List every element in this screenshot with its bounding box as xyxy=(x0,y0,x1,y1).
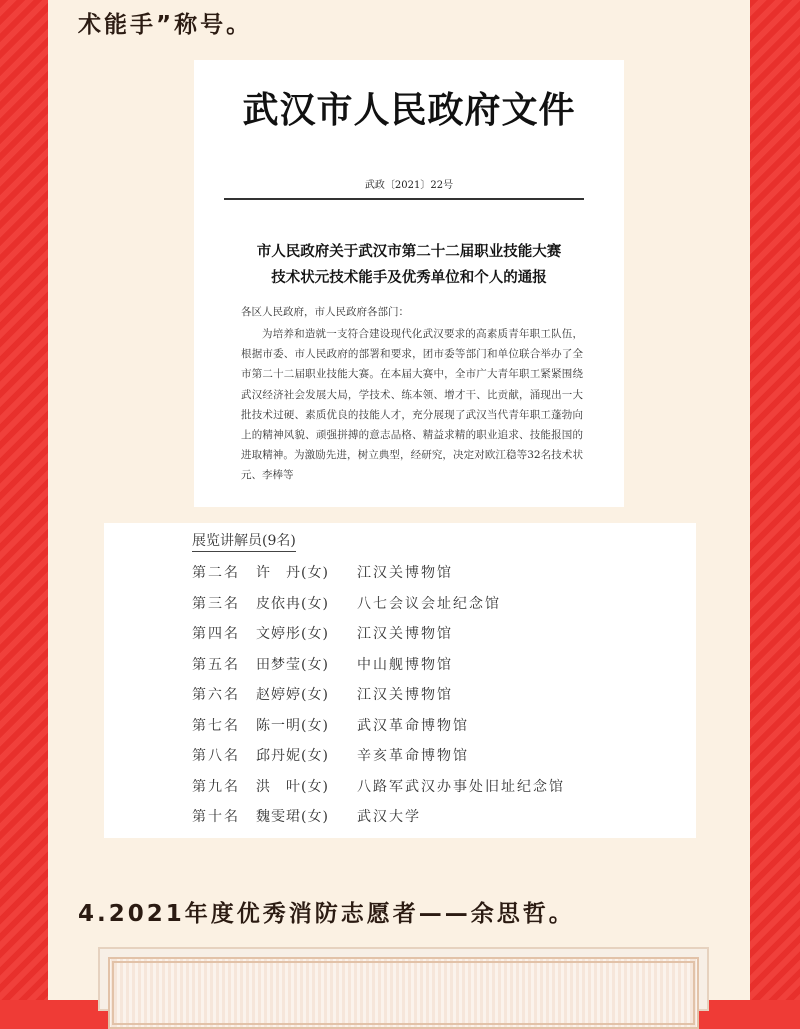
government-document-scan xyxy=(194,60,624,507)
document-title-line-2: 技术状元技术能手及优秀单位和个人的通报 xyxy=(271,269,547,286)
person-name: 皮依冉(女) xyxy=(256,595,329,612)
list-item xyxy=(192,801,565,832)
section-heading-top: 术能手”称号。 xyxy=(78,12,253,38)
list-item xyxy=(192,740,565,771)
rank: 第九名 xyxy=(192,778,240,795)
award-list-scan xyxy=(104,523,696,838)
person-name: 赵婷婷(女) xyxy=(256,687,329,704)
rank: 第八名 xyxy=(192,748,240,765)
organization: 辛亥革命博物馆 xyxy=(357,748,469,765)
right-red-stripe xyxy=(750,0,800,1000)
organization: 中山舰博物馆 xyxy=(357,656,453,673)
award-list-title: 展览讲解员(9名) xyxy=(192,530,296,552)
organization: 江汉关博物馆 xyxy=(357,687,453,704)
rank: 第十名 xyxy=(192,809,240,826)
section-heading-bottom: 4.2021年度优秀消防志愿者——余思哲。 xyxy=(78,901,575,927)
rank: 第七名 xyxy=(192,717,240,734)
person-name: 许 丹(女) xyxy=(256,565,329,582)
document-header: 武汉市人民政府文件 xyxy=(242,89,576,131)
document-divider xyxy=(224,198,584,200)
list-item xyxy=(192,771,565,802)
document-recipients: 各区人民政府，市人民政府各部门： xyxy=(241,306,409,318)
organization: 江汉关博物馆 xyxy=(357,565,453,582)
person-name: 魏雯珺(女) xyxy=(256,809,329,826)
list-item xyxy=(192,649,565,680)
left-red-stripe xyxy=(0,0,48,1000)
list-item xyxy=(192,679,565,710)
organization: 八路军武汉办事处旧址纪念馆 xyxy=(357,778,565,795)
list-item xyxy=(192,710,565,741)
document-number: 武政〔2021〕22号 xyxy=(364,180,454,191)
document-body: 为培养和造就一支符合建设现代化武汉要求的高素质青年职工队伍，根据市委、市人民政府的部署和要求，团市委等部门和单位联合举办了全市第二十二届职业技能大赛。在本届大赛中，全市广大青年职工紧紧围绕武汉经济社会发展大局，学技术、练本领、增才干、比贡献，涌现出一大批技术过硬、素质优良的技能人才，充分展现了武汉当代青年职工蓬勃向上的精神风貌、顽强拼搏的意志品格、精益求精的职业追求、技能报国的进取精神。为激励先进，树立典型，经研究，决定对欧江稳等32名技术状元、李棒等 xyxy=(241,328,583,482)
rank: 第六名 xyxy=(192,687,240,704)
organization: 武汉大学 xyxy=(357,809,421,826)
document-title-line-1: 市人民政府关于武汉市第二十二届职业技能大赛 xyxy=(256,243,562,260)
certificate-border xyxy=(108,957,699,1029)
award-list xyxy=(192,557,565,832)
list-item xyxy=(192,618,565,649)
organization: 江汉关博物馆 xyxy=(357,626,453,643)
list-item xyxy=(192,588,565,619)
list-item xyxy=(192,557,565,588)
organization: 八七会议会址纪念馆 xyxy=(357,595,501,612)
person-name: 洪 叶(女) xyxy=(256,778,329,795)
rank: 第五名 xyxy=(192,656,240,673)
rank: 第二名 xyxy=(192,565,240,582)
person-name: 田梦莹(女) xyxy=(256,656,329,673)
organization: 武汉革命博物馆 xyxy=(357,717,469,734)
person-name: 邱丹妮(女) xyxy=(256,748,329,765)
person-name: 文婷彤(女) xyxy=(256,626,329,643)
person-name: 陈一明(女) xyxy=(256,717,329,734)
certificate-image xyxy=(98,947,709,1011)
content-panel xyxy=(48,0,750,1000)
rank: 第四名 xyxy=(192,626,240,643)
rank: 第三名 xyxy=(192,595,240,612)
